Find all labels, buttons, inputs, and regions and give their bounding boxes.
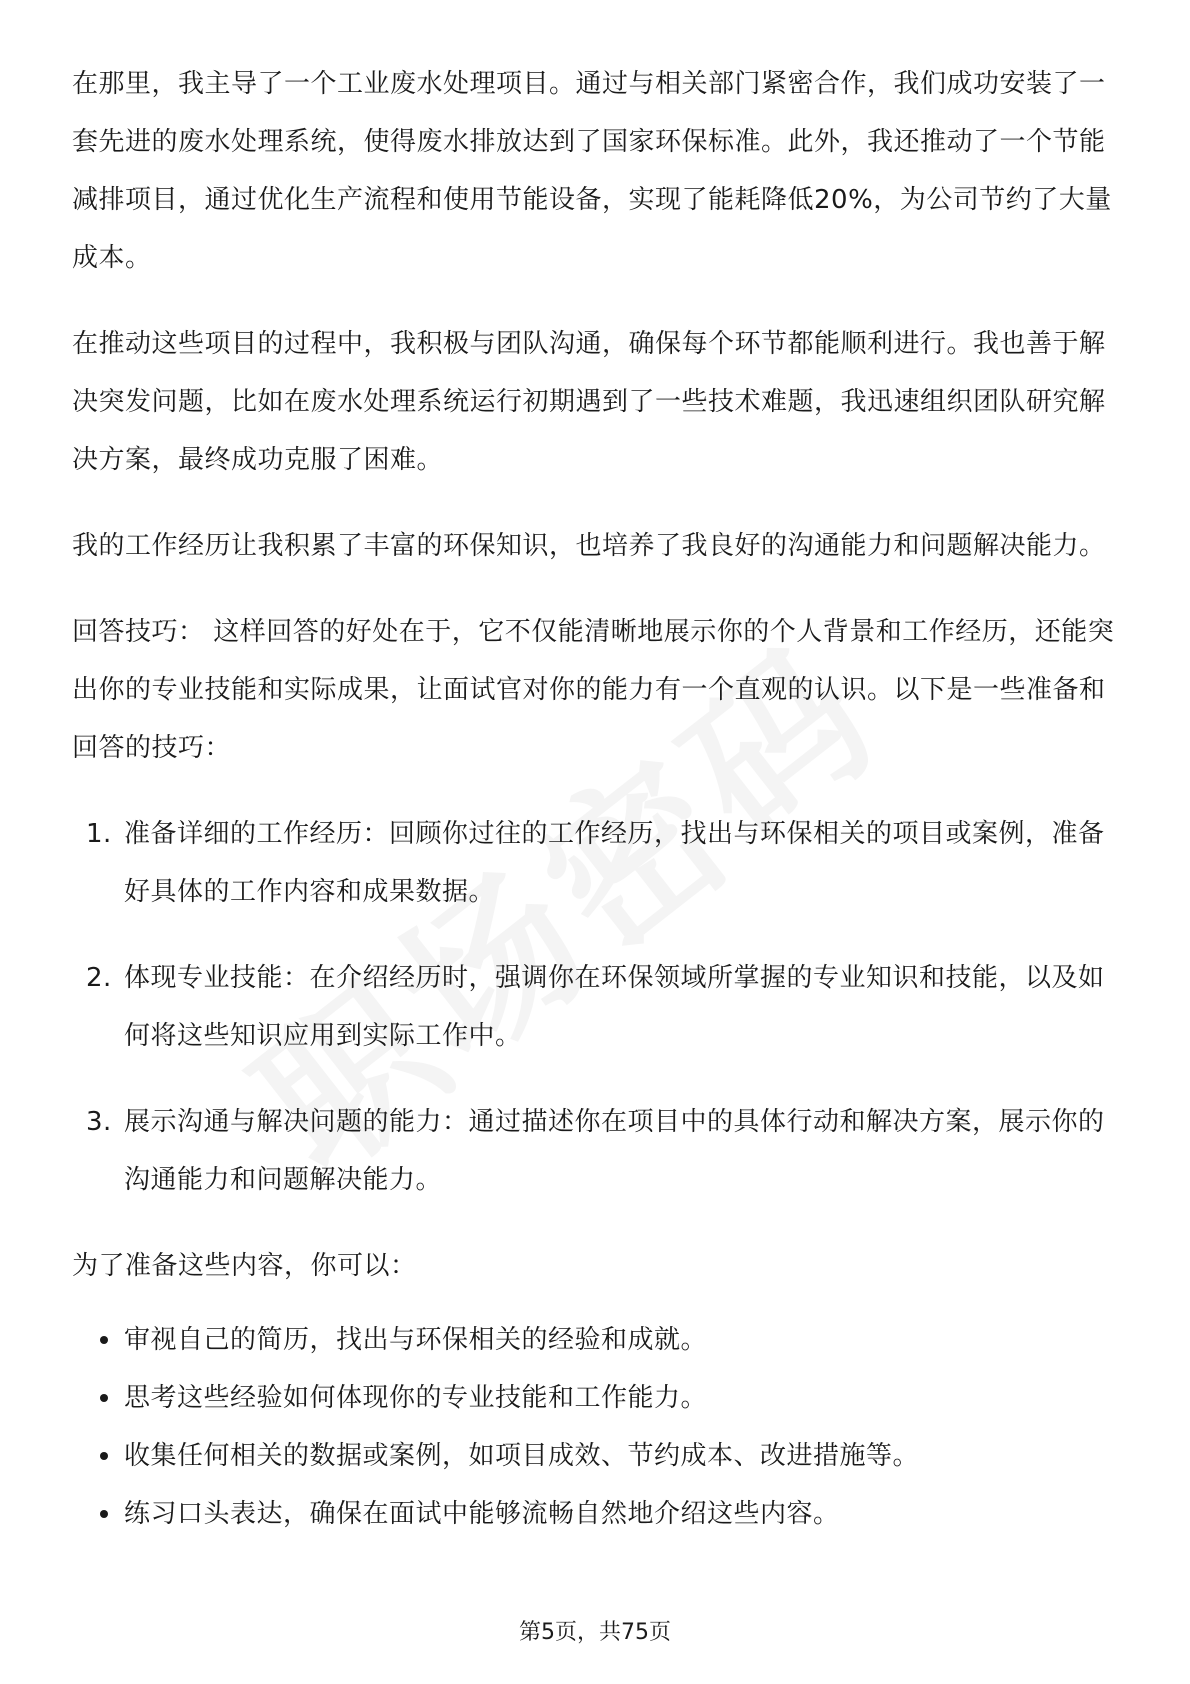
- document-body: [72, 55, 1122, 1543]
- paragraph-summary: 我的工作经历让我积累了丰富的环保知识，也培养了我良好的沟通能力和问题解决能力。: [72, 531, 1106, 561]
- list-item: [72, 949, 1122, 1065]
- list-item-text: 思考这些经验如何体现你的专业技能和工作能力。: [124, 1383, 708, 1413]
- list-item-text: 准备详细的工作经历：回顾你过往的工作经历，找出与环保相关的项目或案例，准备好具体的工作内容和成果数据。: [124, 819, 1105, 907]
- bullet-icon: [100, 1510, 108, 1518]
- list-item: [72, 1369, 1122, 1427]
- list-item: [72, 1485, 1122, 1543]
- paragraph-project-experience: 在那里，我主导了一个工业废水处理项目。通过与相关部门紧密合作，我们成功安装了一套先进的废水处理系统，使得废水排放达到了国家环保标准。此外，我还推动了一个节能减排项目，通过优化生产流程和使用节能设备，实现了能耗降低20%，为公司节约了大量成本。: [72, 69, 1112, 273]
- bullet-icon: [100, 1452, 108, 1460]
- paragraph-teamwork: 在推动这些项目的过程中，我积极与团队沟通，确保每个环节都能顺利进行。我也善于解决突发问题，比如在废水处理系统运行初期遇到了一些技术难题，我迅速组织团队研究解决方案，最终成功克服了困难。: [72, 329, 1106, 475]
- list-item: [72, 1311, 1122, 1369]
- list-item: [72, 1427, 1122, 1485]
- list-item: [72, 805, 1122, 921]
- numbered-tips-list: [72, 805, 1122, 1209]
- page-number-footer: 第5页，共75页: [519, 1620, 671, 1645]
- list-number: 2.: [86, 963, 112, 993]
- list-item-text: 收集任何相关的数据或案例，如项目成效、节约成本、改进措施等。: [124, 1441, 920, 1471]
- list-item: [72, 1093, 1122, 1209]
- list-item-text: 体现专业技能：在介绍经历时，强调你在环保领域所掌握的专业知识和技能，以及如何将这些知识应用到实际工作中。: [124, 963, 1105, 1051]
- list-item-text: 练习口头表达，确保在面试中能够流畅自然地介绍这些内容。: [124, 1499, 840, 1529]
- bullet-prep-list: [72, 1311, 1122, 1543]
- list-number: 3.: [86, 1107, 112, 1137]
- paragraph-answer-tips: 回答技巧： 这样回答的好处在于，它不仅能清晰地展示你的个人背景和工作经历，还能突出你的专业技能和实际成果，让面试官对你的能力有一个直观的认识。以下是一些准备和回答的技巧：: [72, 617, 1115, 763]
- paragraph-prep-intro: 为了准备这些内容，你可以：: [72, 1251, 417, 1281]
- bullet-icon: [100, 1336, 108, 1344]
- bullet-icon: [100, 1394, 108, 1402]
- list-item-text: 审视自己的简历，找出与环保相关的经验和成就。: [124, 1325, 708, 1355]
- list-number: 1.: [86, 819, 112, 849]
- list-item-text: 展示沟通与解决问题的能力：通过描述你在项目中的具体行动和解决方案，展示你的沟通能力和问题解决能力。: [124, 1107, 1105, 1195]
